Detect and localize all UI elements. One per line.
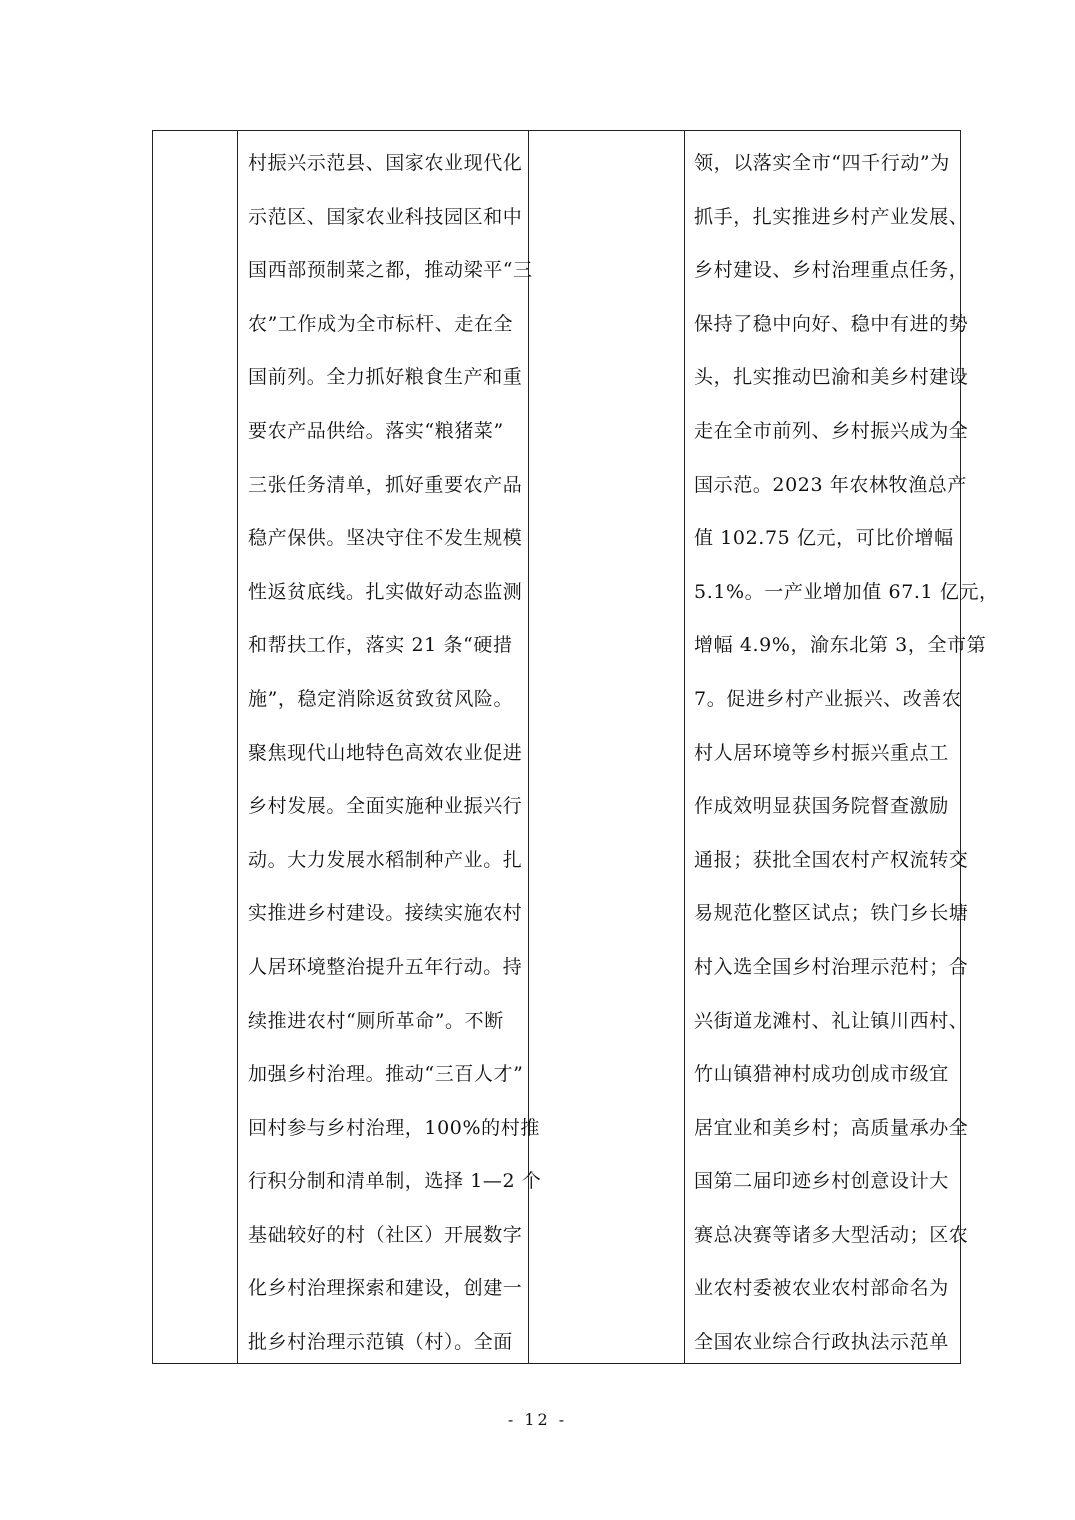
text-line: 赛总决赛等诸多大型活动；区农	[694, 1223, 969, 1246]
content-table	[152, 130, 999, 1364]
text-line: 头，扎实推动巴渝和美乡村建设	[694, 366, 969, 389]
text-line: 抓手，扎实推进乡村产业发展、	[694, 205, 969, 228]
text-line: 增幅 4.9%，渝东北第 3，全市第	[694, 634, 987, 657]
text-line: 动。大力发展水稻制种产业。扎	[248, 848, 523, 871]
table-cell-column-4	[694, 137, 999, 1370]
text-line: 村振兴示范县、国家农业现代化	[248, 152, 523, 174]
text-line: 全国农业综合行政执法示范单	[694, 1331, 949, 1354]
text-line: 通报；获批全国农村产权流转交	[694, 848, 969, 871]
text-line: 稳产保供。坚决守住不发生规模	[248, 527, 523, 550]
page-number: - 12 -	[507, 1410, 568, 1429]
text-line: 施”，稳定消除返贫致贫风险。	[248, 687, 514, 710]
text-line: 人居环境整治提升五年行动。持	[248, 955, 523, 978]
text-line: 国前列。全力抓好粮食生产和重	[248, 366, 523, 389]
text-line: 回村参与乡村治理，100%的村推	[248, 1116, 540, 1139]
text-line: 值 102.75 亿元，可比价增幅	[694, 527, 954, 550]
text-line: 业农村委被农业农村部命名为	[694, 1277, 949, 1300]
text-line: 7。促进乡村产业振兴、改善农	[694, 687, 962, 710]
text-line: 竹山镇猎神村成功创成市级宜	[694, 1063, 949, 1086]
text-line: 5.1%。一产业增加值 67.1 亿元，	[694, 580, 999, 603]
text-line: 居宜业和美乡村；高质量承办全	[694, 1116, 969, 1139]
text-line: 兴街道龙滩村、礼让镇川西村、	[694, 1009, 969, 1032]
text-line: 三张任务清单，抓好重要农产品	[248, 473, 523, 496]
text-line: 易规范化整区试点；铁门乡长塘	[694, 902, 969, 925]
text-line: 示范区、国家农业科技园区和中	[248, 205, 523, 228]
text-line: 乡村发展。全面实施种业振兴行	[248, 795, 523, 818]
text-line: 领，以落实全市“四千行动”为	[694, 152, 950, 174]
text-line: 国第二届印迹乡村创意设计大	[694, 1170, 949, 1193]
text-line: 走在全市前列、乡村振兴成为全	[694, 419, 969, 442]
text-line: 要农产品供给。落实“粮猪菜”	[248, 419, 504, 442]
text-line: 基础较好的村（社区）开展数字	[248, 1223, 523, 1246]
text-line: 化乡村治理探索和建设，创建一	[248, 1277, 523, 1300]
text-line: 实推进乡村建设。接续实施农村	[248, 902, 523, 925]
column-divider-1	[237, 131, 238, 1363]
text-line: 性返贫底线。扎实做好动态监测	[248, 580, 523, 603]
text-line: 作成效明显获国务院督查激励	[694, 795, 949, 818]
text-line: 行积分制和清单制，选择 1—2 个	[248, 1170, 542, 1193]
text-line: 批乡村治理示范镇（村）。全面	[248, 1331, 513, 1354]
text-line: 加强乡村治理。推动“三百人才”	[248, 1063, 524, 1086]
text-line: 乡村建设、乡村治理重点任务，	[694, 259, 969, 282]
table-cell-column-2	[248, 137, 542, 1370]
text-line: 续推进农村“厕所革命”。不断	[248, 1009, 504, 1032]
text-line: 聚焦现代山地特色高效农业促进	[248, 741, 523, 764]
column-divider-3	[684, 131, 685, 1363]
text-line: 村入选全国乡村治理示范村；合	[694, 955, 969, 978]
text-line: 国西部预制菜之都，推动梁平“三	[248, 259, 533, 282]
text-line: 保持了稳中向好、稳中有进的势	[694, 312, 969, 335]
text-line: 农”工作成为全市标杆、走在全	[248, 312, 514, 335]
text-line: 村人居环境等乡村振兴重点工	[694, 741, 949, 764]
text-line: 和帮扶工作，落实 21 条“硬措	[248, 634, 513, 657]
text-line: 国示范。2023 年农林牧渔总产	[694, 473, 967, 496]
